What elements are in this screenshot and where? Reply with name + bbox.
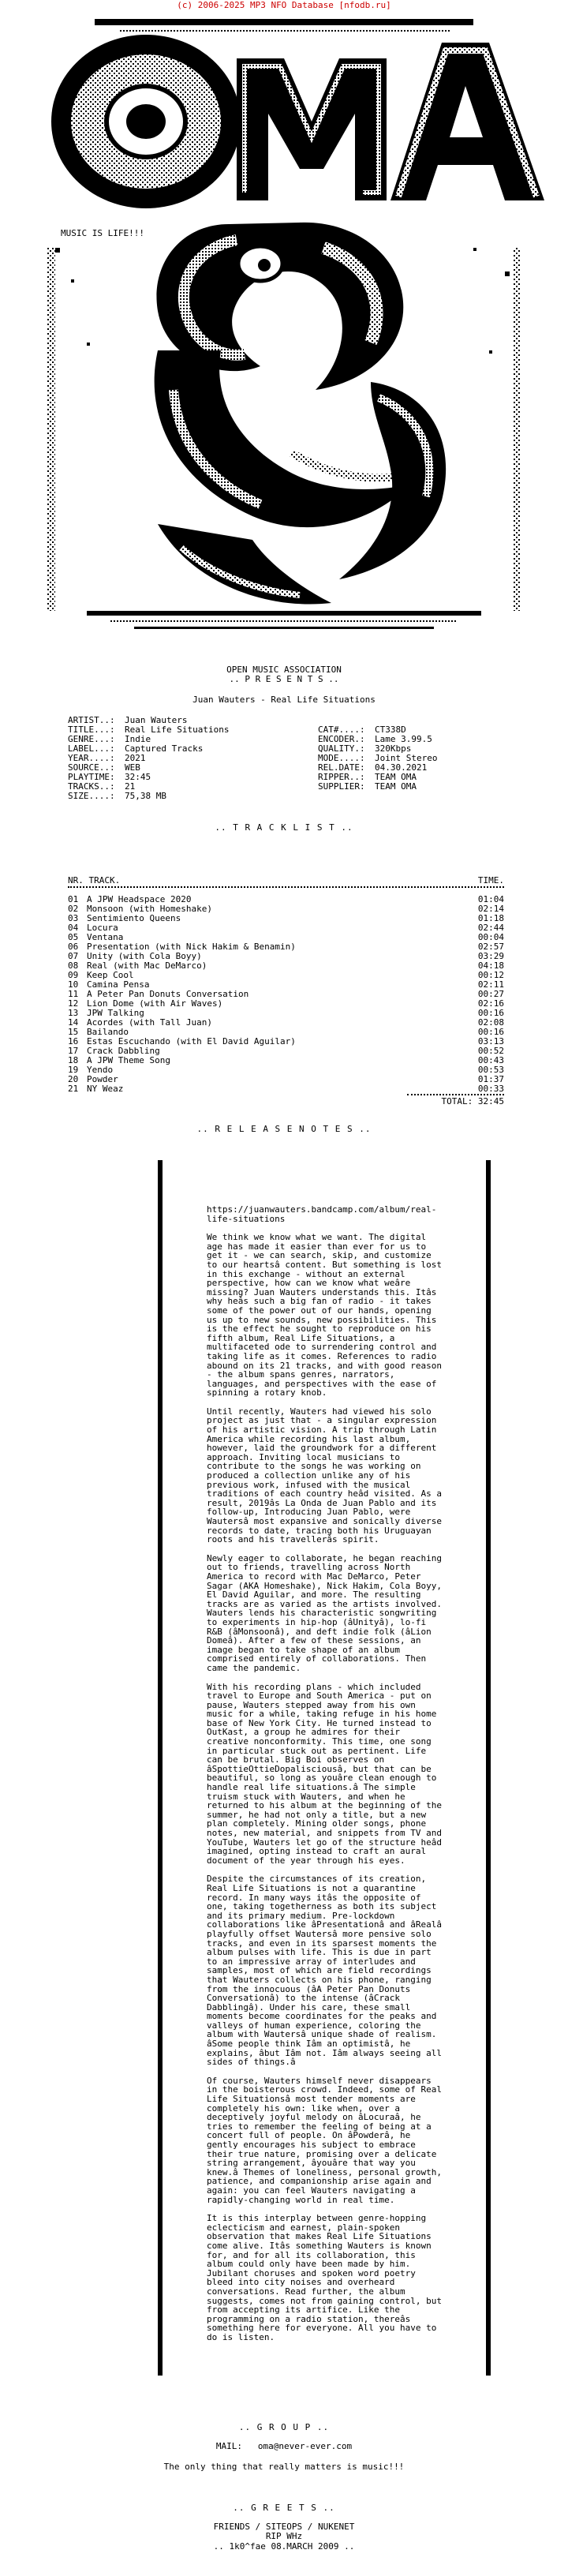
track-number: 08 — [68, 960, 79, 971]
track-duration: 02:14 — [477, 904, 504, 914]
track-number: 12 — [68, 998, 79, 1009]
notes-paragraphs — [207, 1232, 447, 2342]
track-number: 16 — [68, 1036, 79, 1046]
table-row — [68, 1018, 504, 1028]
track-duration: 00:16 — [477, 1027, 504, 1037]
track-number: 05 — [68, 932, 79, 942]
track-number: 19 — [68, 1065, 79, 1075]
track-number: 13 — [68, 1008, 79, 1018]
track-duration: 00:12 — [477, 970, 504, 980]
track-duration: 02:08 — [477, 1017, 504, 1028]
track-title: Bailando — [87, 1027, 129, 1037]
track-duration: 00:43 — [477, 1055, 504, 1065]
info-lv-5: WEB — [125, 762, 140, 773]
info-rv-2: 320Kbps — [375, 743, 412, 754]
track-title: A JPW Headspace 2020 — [87, 894, 192, 904]
track-number: 09 — [68, 970, 79, 980]
track-title: Lion Dome (with Air Waves) — [87, 998, 223, 1009]
info-left-keys — [68, 716, 115, 801]
info-rk-2: QUALITY.: — [318, 743, 365, 754]
info-lk-1: TITLE...: — [68, 724, 115, 735]
group-section-header: .. G R O U P .. — [238, 2422, 330, 2432]
info-rv-6: TEAM OMA — [375, 781, 417, 792]
track-number: 07 — [68, 951, 79, 961]
track-title: Locura — [87, 923, 118, 933]
info-lk-0: ARTIST..: — [68, 715, 115, 725]
track-number: 02 — [68, 904, 79, 914]
info-lv-3: Captured Tracks — [125, 743, 204, 754]
notes-paragraph: We think we know what we want. The digital age has made it easier than ever for us to get it - we can search, skip, and customize to our heartsâ content. But something is lost in this exchange - without an external perspective, how can we know what weâre missing? Juan Wauters understands this. Itâs why heâs such a big fan of radio - it takes some of the power out of our hands, opening us up to new sounds, new possibilities. This is the effect he sought to reproduce on his fifth album, Real Life Situations, a multifaceted ode to surrendering control and taking life as it comes. References to radio abound on its 21 tracks, and with good reason - the album spans genres, narrators, languages, and perspectives with the ease of spinning a rotary knob. — [207, 1232, 447, 1398]
track-number: 15 — [68, 1027, 79, 1037]
track-title: Monsoon (with Homeshake) — [87, 904, 212, 914]
info-rk-4: REL.DATE: — [318, 762, 365, 773]
greets-section-header: .. G R E E T S .. — [233, 2503, 335, 2513]
tracklist-rule — [68, 886, 504, 889]
tracklist-header-row — [68, 876, 504, 886]
footer-date: .. 1k0^fae 08.MARCH 2009 .. — [213, 2541, 355, 2552]
info-lk-7: TRACKS..: — [68, 781, 115, 792]
track-title: Powder — [87, 1074, 118, 1084]
org-name: OPEN MUSIC ASSOCIATION — [226, 665, 342, 675]
track-title: Sentimiento Queens — [87, 913, 181, 923]
track-duration: 01:04 — [477, 894, 504, 904]
info-lk-5: SOURCE..: — [68, 762, 115, 773]
info-lk-6: PLAYTIME: — [68, 772, 115, 782]
info-lk-2: GENRE...: — [68, 734, 115, 744]
track-number: 14 — [68, 1017, 79, 1028]
track-duration: 01:18 — [477, 913, 504, 923]
track-duration: 00:52 — [477, 1046, 504, 1056]
track-number: 01 — [68, 894, 79, 904]
notes-section-header: .. R E L E A S E N O T E S .. — [196, 1124, 372, 1134]
track-title: A JPW Theme Song — [87, 1055, 170, 1065]
info-lv-0: Juan Wauters — [125, 715, 188, 725]
table-row — [68, 1075, 504, 1084]
track-number: 21 — [68, 1084, 79, 1094]
info-rk-5: RIPPER..: — [318, 772, 365, 782]
track-number: 10 — [68, 979, 79, 990]
track-duration: 00:16 — [477, 1008, 504, 1018]
tagline: MUSIC IS LIFE!!! — [61, 228, 144, 238]
track-number: 18 — [68, 1055, 79, 1065]
info-rv-1: Lame 3.99.5 — [375, 734, 432, 744]
presents-line: .. P R E S E N T S .. — [229, 674, 339, 684]
info-lv-6: 32:45 — [125, 772, 151, 782]
info-lk-3: LABEL...: — [68, 743, 115, 754]
info-lv-7: 21 — [125, 781, 136, 792]
info-lk-8: SIZE....: — [68, 791, 115, 801]
release-title-line: Juan Wauters - Real Life Situations — [192, 695, 376, 705]
info-left-values — [125, 716, 229, 801]
table-row — [68, 923, 504, 933]
info-rv-0: CT338D — [375, 724, 406, 735]
notes-frame-right — [486, 1160, 491, 2376]
notes-paragraph: Of course, Wauters himself never disappears in the boisterous crowd. Indeed, some of Real Life Situationsâ most tender moments are completely his own: like when, over a deceptively joyful melody on âLocuraâ, he tries to remember the feeling of being at a concert full of people. On âPowderâ, he gently encourages his subject to embrace their true nature, promising over a delicate string arrangement, âyouâre that way you knew.â Themes of loneliness, personal growth, patience, and companionship arise again and again: you can feel Wauters navigating a rapidly-changing world in real time. — [207, 2075, 447, 2205]
info-lv-4: 2021 — [125, 753, 146, 763]
track-duration: 00:53 — [477, 1065, 504, 1075]
track-title: Acordes (with Tall Juan) — [87, 1017, 212, 1028]
tracklist-section-header: .. T R A C K L I S T .. — [215, 822, 353, 833]
oma-ascii-art — [0, 11, 568, 663]
nfodb-credit: (c) 2006-2025 MP3 NFO Database [nfodb.ru] — [177, 0, 391, 10]
track-title: NY Weaz — [87, 1084, 124, 1094]
track-number: 04 — [68, 923, 79, 933]
table-row — [68, 1084, 504, 1094]
group-motto: The only thing that really matters is music!!! — [163, 2462, 405, 2472]
total-row — [68, 1097, 504, 1106]
track-title: Estas Escuchando (with El David Aguilar) — [87, 1036, 296, 1046]
track-duration: 02:57 — [477, 942, 504, 952]
notes-frame-left — [158, 1160, 163, 2376]
info-lv-8: 75,38 MB — [125, 791, 166, 801]
time-header: TIME. — [477, 875, 504, 886]
track-duration: 00:04 — [477, 932, 504, 942]
track-title: Real (with Mac DeMarco) — [87, 960, 207, 971]
track-duration: 01:37 — [477, 1074, 504, 1084]
notes-paragraph: Despite the circumstances of its creation, Real Life Situations is not a quarantine record. In many ways itâs the opposite of one, taking togetherness as both its subject and its primary medium. Pre-lockdown collaborations like âPresentationâ and âRealâ playfully offset Wautersâ more pensive solo tracks, and even in its sparsest moments the album pulses with life. This is due in part to an impressive array of interludes and samples, most of which are field recordings that Wauters collects on his phone, ranging from the innocuous (âA Peter Pan Donuts Conversationâ) to the intense (âCrack Dabblingâ). Under his care, these small moments become coordinates for the peaks and valleys of human experience, coloring the album with Wautersâ unique shade of realism. âSome people think Iâm an optimistâ, he explains, âbut Iâm not. Iâm always seeing all sides of things.â — [207, 1874, 447, 2068]
release-notes — [207, 1204, 447, 2351]
track-duration: 03:13 — [477, 1036, 504, 1046]
info-lk-4: YEAR....: — [68, 753, 115, 763]
info-right-values — [375, 725, 437, 792]
track-duration: 00:33 — [477, 1084, 504, 1094]
track-duration: 02:11 — [477, 979, 504, 990]
track-number: 20 — [68, 1074, 79, 1084]
notes-paragraph: It is this interplay between genre-hopping eclecticism and earnest, plain-spoken observation that makes Real Life Situations come alive. Itâs something Wauters is known for, and for all its collaboration, this album could only have been made by him. Jubilant choruses and spoken word poetry bleed into city noises and overheard conversations. Read further, the album suggests, comes not from gaining control, but from accepting its artifice. Like the programming on a radio station, thereâs something here for everyone. All you have to do is listen. — [207, 2213, 447, 2342]
greets-line1: FRIENDS / SITEOPS / NUKENET — [213, 2522, 355, 2532]
nr-track-header: NR. TRACK. — [68, 875, 121, 886]
track-duration: 04:18 — [477, 960, 504, 971]
info-rv-3: Joint Stereo — [375, 753, 438, 763]
info-rv-4: 04.30.2021 — [375, 762, 428, 773]
track-title: A Peter Pan Donuts Conversation — [87, 989, 249, 999]
table-row — [68, 914, 504, 923]
track-title: Crack Dabbling — [87, 1046, 160, 1056]
track-duration: 00:27 — [477, 989, 504, 999]
oma-logo-graphic — [0, 11, 568, 663]
notes-paragraph: Until recently, Wauters had viewed his solo project as just that - a singular expression of his artistic vision. A trip through Latin America while recording his last album, however, laid the groundwork for a different approach. Inviting local musicians to contribute to the songs he was working on produced a collection unlike any of his previous work, infused with the musical traditions of each country heâd visited. As a result, 2019âs La Onda de Juan Pablo and its follow-up, Introducing Juan Pablo, were Wautersâ most expansive and sonically diverse records to date, tracing both his Uruguayan roots and his travellerâs spirit. — [207, 1406, 447, 1545]
track-title: JPW Talking — [87, 1008, 144, 1018]
notes-paragraph: With his recording plans - which included travel to Europe and South America - put on pause, Wauters stepped away from his own music for a while, taking refuge in his home base of New York City. He turned instead to OutKast, a group he admires for their creative nonconformity. This time, one song in particular stuck out as pertinent. Life can be brutal. Big Boi observes on âSpottieOttieDopalisciousâ, but that can be beautiful, so long as youâre clean enough to handle real life situations.â The simple truism stuck with Wauters, and when he returned to his album at the beginning of the summer, he had not only a title, but a new plan completely. Mining older songs, phone notes, new material, and snippets from TV and YouTube, Wauters let go of the structure heâd imagined, opting instead to craft an aural document of the year through his eyes. — [207, 1681, 447, 1866]
tracklist-table — [68, 876, 504, 1106]
track-number: 17 — [68, 1046, 79, 1056]
track-number: 03 — [68, 913, 79, 923]
notes-paragraph: Newly eager to collaborate, he began reaching out to friends, travelling across North America to record with Mac DeMarco, Peter Sagar (AKA Homeshake), Nick Hakim, Cola Boyy, El David Aguilar, and more. The resulting tracks are as varied as the artists involved. Wauters lends his characteristic songwriting to experiments in hip-hop (âUnityâ), lo-fi R&B (âMonsoonâ), and deft indie folk (âLion Domeâ). After a few of these sessions, an image began to take shape of an album comprised entirely of collaborations. Then came the pandemic. — [207, 1552, 447, 1673]
info-right-keys — [318, 725, 365, 792]
track-title: Keep Cool — [87, 970, 134, 980]
info-lv-2: Indie — [125, 734, 151, 744]
info-rk-6: SUPPLIER: — [318, 781, 365, 792]
info-lv-1: Real Life Situations — [125, 724, 230, 735]
info-rk-1: ENCODER.: — [318, 734, 365, 744]
greets-line2: RIP WHz — [265, 2531, 303, 2541]
track-number: 11 — [68, 989, 79, 999]
notes-url[interactable]: https://juanwauters.bandcamp.com/album/real-life-situations — [207, 1204, 437, 1224]
info-rk-0: CAT#....: — [318, 724, 365, 735]
info-rv-5: TEAM OMA — [375, 772, 417, 782]
track-duration: 03:29 — [477, 951, 504, 961]
total-time: TOTAL: 32:45 — [441, 1096, 504, 1106]
track-title: Presentation (with Nick Hakim & Benamin) — [87, 942, 296, 952]
track-duration: 02:16 — [477, 998, 504, 1009]
tracklist-rows — [68, 895, 504, 1094]
table-row — [68, 1056, 504, 1065]
track-title: Unity (with Cola Boyy) — [87, 951, 202, 961]
track-title: Ventana — [87, 932, 124, 942]
info-rk-3: MODE....: — [318, 753, 365, 763]
group-mail[interactable]: MAIL: oma@never-ever.com — [215, 2441, 353, 2451]
track-title: Camina Pensa — [87, 979, 150, 990]
table-row — [68, 1065, 504, 1075]
track-number: 06 — [68, 942, 79, 952]
track-title: Yendo — [87, 1065, 114, 1075]
track-duration: 02:44 — [477, 923, 504, 933]
